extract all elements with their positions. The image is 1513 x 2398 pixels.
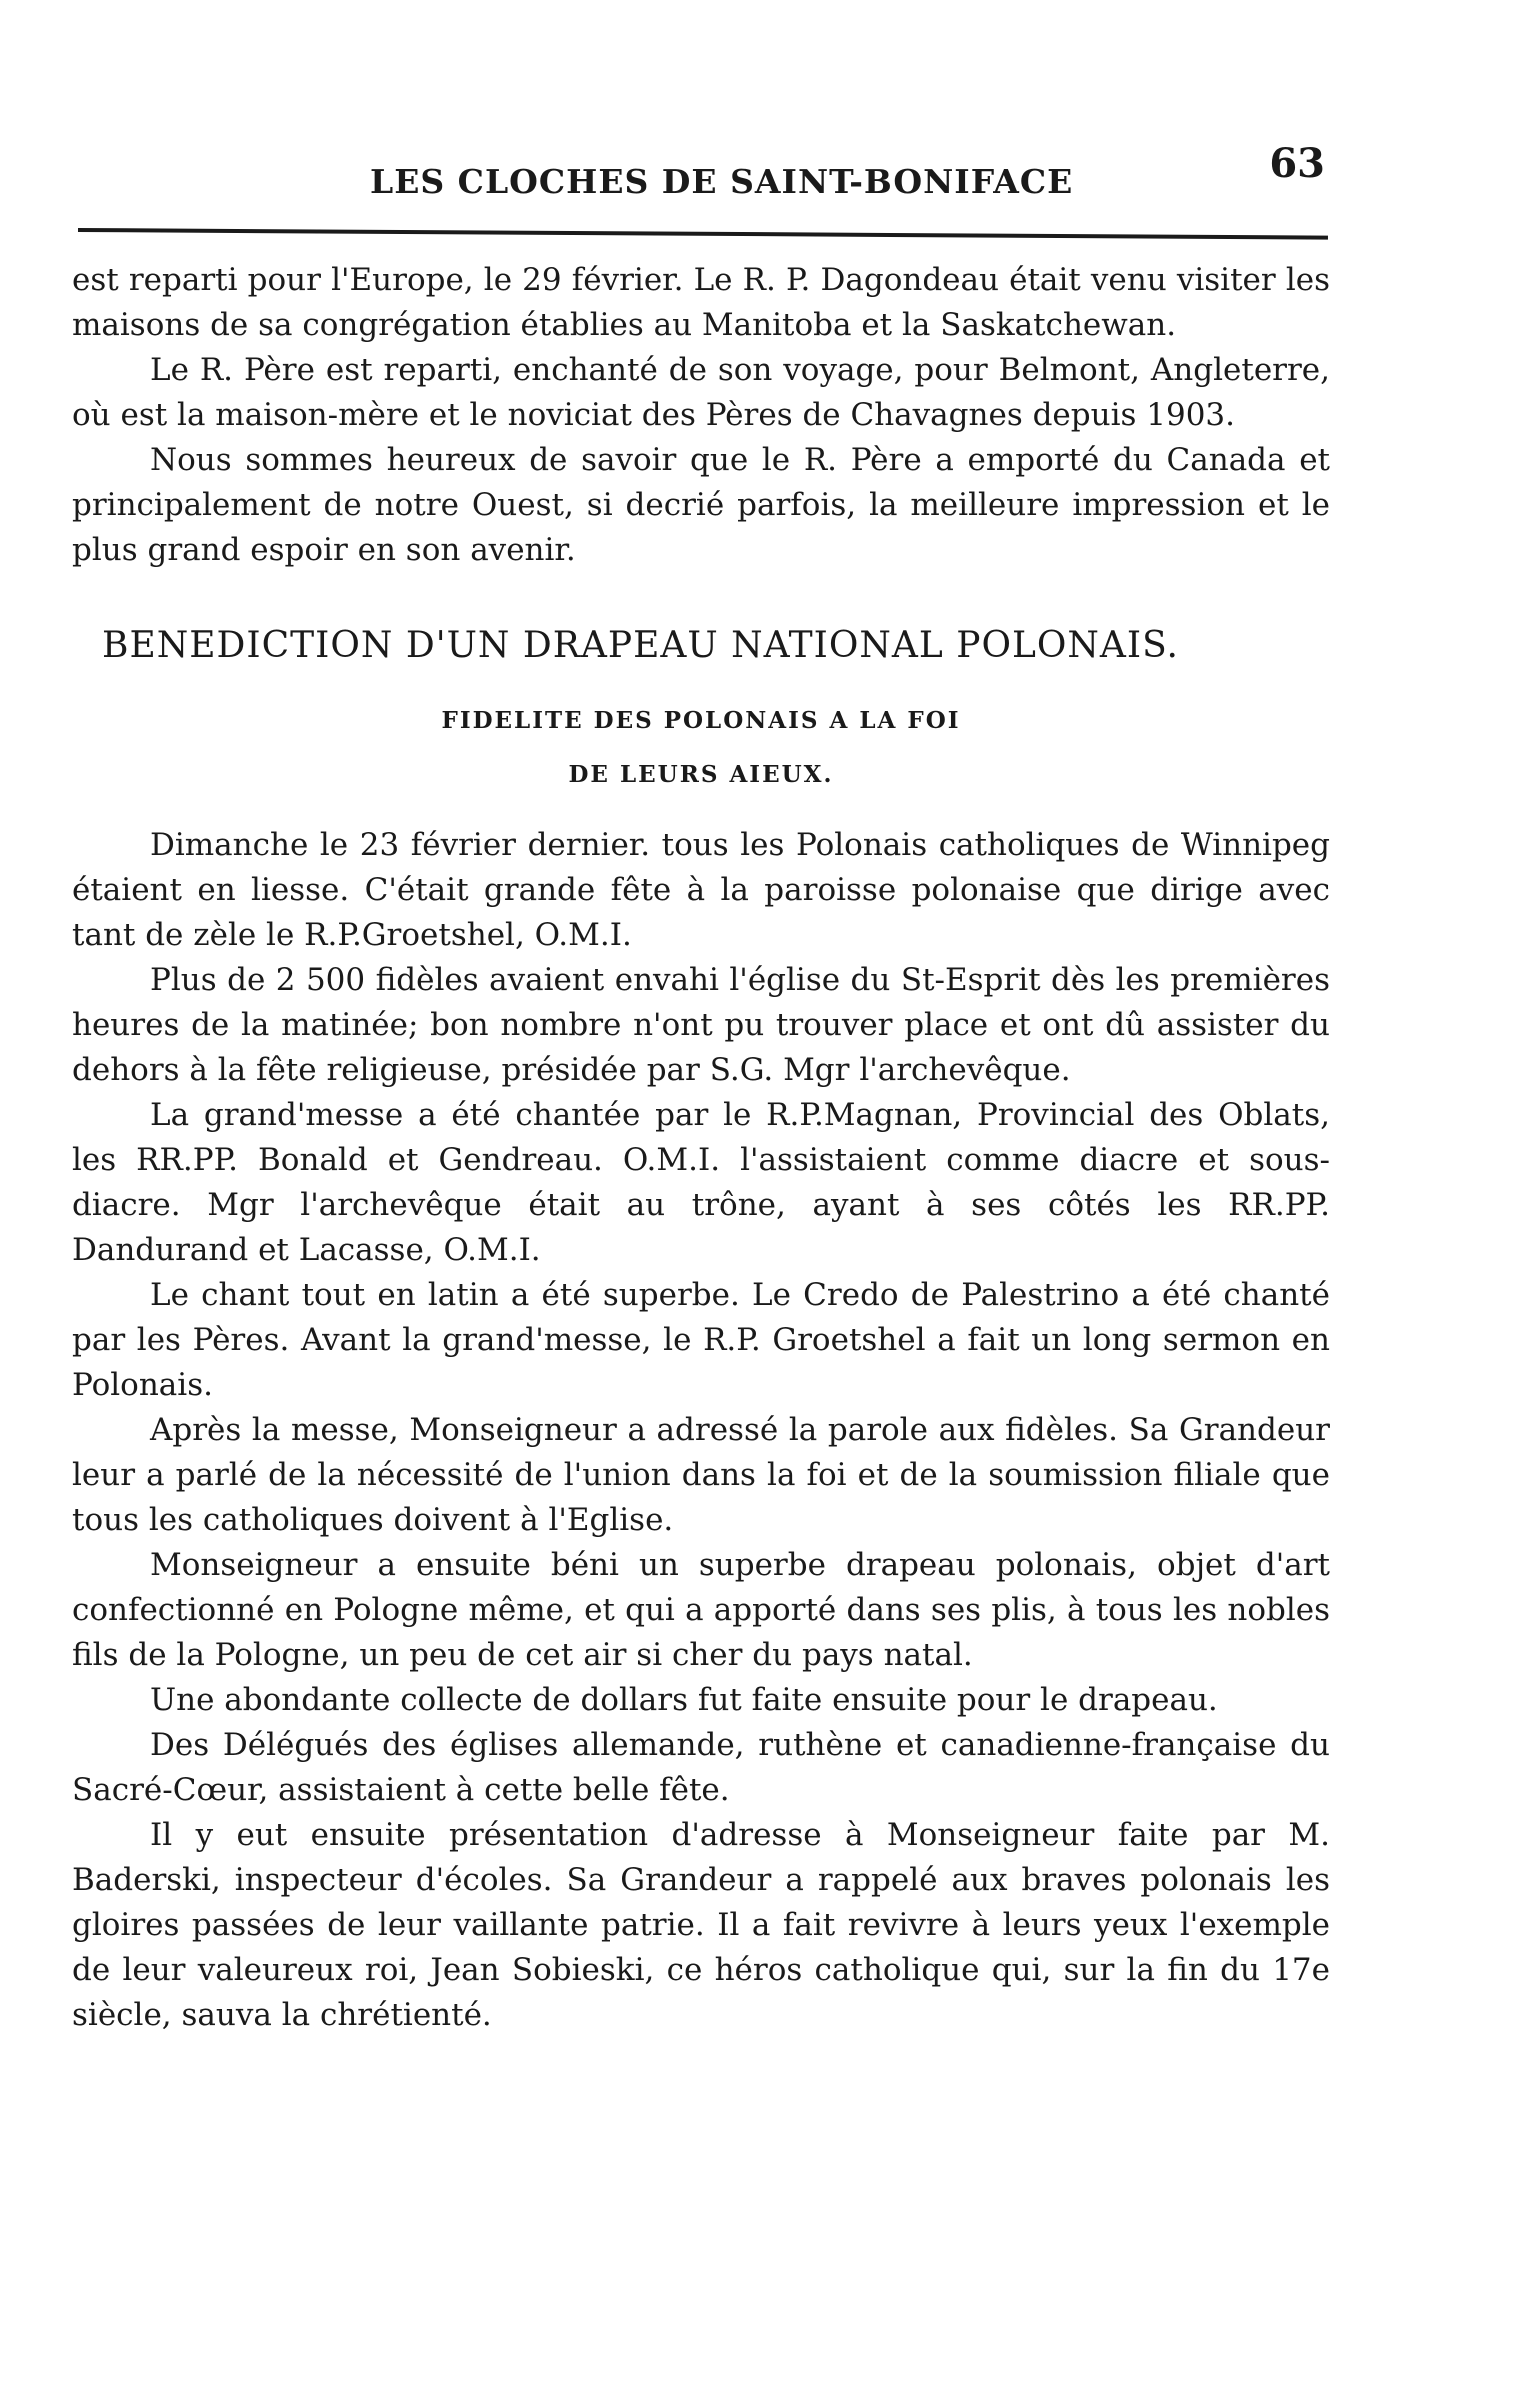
- paragraph: est reparti pour l'Europe, le 29 février. Le R. P. Dagondeau était venu visiter les maisons de sa congrégation établies au Manitoba et la Saskatchewan.: [72, 262, 1330, 343]
- article-subtitle: FIDELITE DES POLONAIS A LA FOI: [441, 707, 961, 734]
- paragraph: Une abondante collecte de dollars fut faite ensuite pour le drapeau.: [150, 1682, 1218, 1718]
- paragraph: La grand'messe a été chantée par le R.P.Magnan, Provincial des Oblats, les RR.PP. Bonald et Gendreau. O.M.I. l'assistaient comme diacre et sous-diacre. Mgr l'archevêque était au trône, ayant à ses côtés les RR.PP. Dandurand et Lacasse, O.M.I.: [72, 1097, 1330, 1268]
- running-title: LES CLOCHES DE SAINT-BONIFACE: [370, 162, 1074, 201]
- paragraph: Après la messe, Monseigneur a adressé la parole aux fidèles. Sa Grandeur leur a parlé de la nécessité de l'union dans la foi et de la soumission filiale que tous les catholiques doivent à l'Eglise.: [72, 1412, 1330, 1538]
- paragraph: Le chant tout en latin a été superbe. Le Credo de Palestrino a été chanté par les Pères. Avant la grand'messe, le R.P. Groetshel a fait un long sermon en Polonais.: [72, 1277, 1330, 1403]
- page-header: [80, 140, 1325, 200]
- page-number: 63: [1269, 140, 1325, 187]
- paragraph: Plus de 2 500 fidèles avaient envahi l'église du St-Esprit dès les premières heures de la matinée; bon nombre n'ont pu trouver place et ont dû assister du dehors à la fête religieuse, présidée par S.G. Mgr l'archevêque.: [72, 962, 1330, 1088]
- paragraph: Il y eut ensuite présentation d'adresse à Monseigneur faite par M. Baderski, inspecteur d'écoles. Sa Grandeur a rappelé aux braves polonais les gloires passées de leur vaillante patrie. Il a fait revivre à leurs yeux l'exemple de leur valeureux roi, Jean Sobieski, ce héros catholique qui, sur la fin du 17e siècle, sauva la chrétienté.: [72, 1817, 1330, 2033]
- paragraph: Nous sommes heureux de savoir que le R. Père a emporté du Canada et principalement de notre Ouest, si decrié parfois, la meilleure impression et le plus grand espoir en son avenir.: [72, 442, 1330, 568]
- article-subtitle: DE LEURS AIEUX.: [568, 761, 834, 788]
- article-title: BENEDICTION D'UN DRAPEAU NATIONAL POLONAIS.: [102, 625, 1179, 666]
- paragraph: Des Délégués des églises allemande, ruthène et canadienne-française du Sacré-Cœur, assistaient à cette belle fête.: [72, 1727, 1330, 1808]
- paragraph: Dimanche le 23 février dernier. tous les Polonais catholiques de Winnipeg étaient en liesse. C'était grande fête à la paroisse polonaise que dirige avec tant de zèle le R.P.Groetshel, O.M.I.: [72, 827, 1330, 953]
- page-body: [72, 258, 1330, 2038]
- paragraph: Le R. Père est reparti, enchanté de son voyage, pour Belmont, Angleterre, où est la maison-mère et le noviciat des Pères de Chavagnes depuis 1903.: [72, 352, 1330, 433]
- header-rule: [78, 228, 1328, 240]
- paragraph: Monseigneur a ensuite béni un superbe drapeau polonais, objet d'art confectionné en Pologne même, et qui a apporté dans ses plis, à tous les nobles fils de la Pologne, un peu de cet air si cher du pays natal.: [72, 1547, 1330, 1673]
